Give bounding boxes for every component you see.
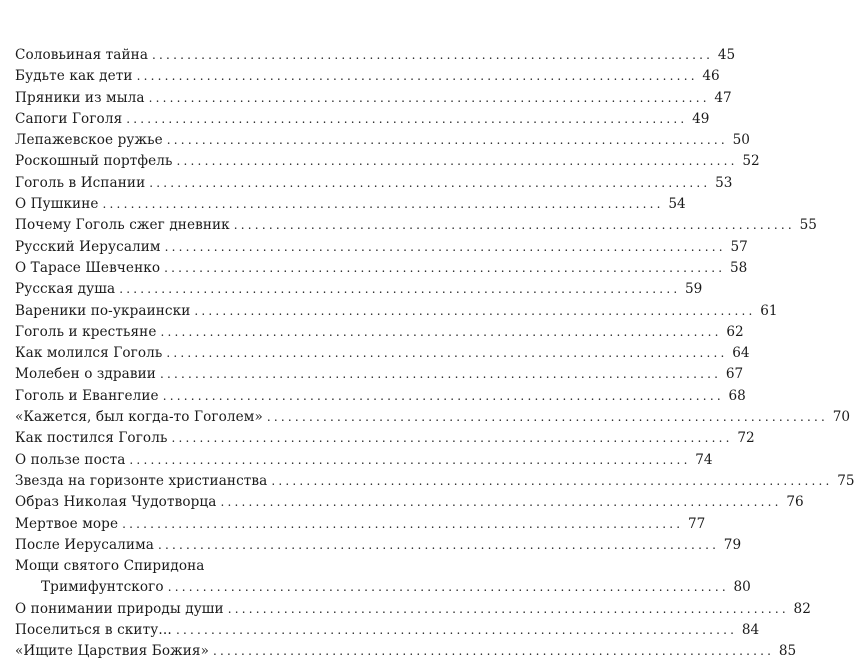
toc-entry[interactable] <box>15 66 720 87</box>
toc-title: Будьте как дети <box>15 68 133 85</box>
toc-entry[interactable] <box>15 45 736 66</box>
toc-page-number: 59 <box>685 281 703 298</box>
toc-entry[interactable] <box>15 386 746 407</box>
toc-leader-dots: ................................................................................ <box>129 452 691 467</box>
toc-leader-dots: ................................................................................ <box>162 388 724 403</box>
toc-entry[interactable] <box>15 364 744 385</box>
toc-entry[interactable] <box>15 237 748 258</box>
toc-page-number: 49 <box>692 110 710 127</box>
toc-title: Молебен о здравии <box>15 366 156 383</box>
toc-entry[interactable] <box>15 322 744 343</box>
toc-entry[interactable] <box>15 556 393 577</box>
toc-title: Как постился Гоголь <box>15 430 168 447</box>
toc-leader-dots: ................................................................................ <box>164 260 726 275</box>
toc-page-number: 76 <box>786 494 804 511</box>
toc-entry[interactable] <box>15 173 733 194</box>
toc-page-number: 46 <box>702 68 720 85</box>
toc-page-number: 72 <box>737 430 755 447</box>
toc-leader-dots: ................................................................................ <box>167 580 729 595</box>
toc-leader-dots: ................................................................................ <box>220 495 782 510</box>
toc-page-number: 70 <box>832 409 851 426</box>
toc-leader-dots: ................................................................................ <box>102 197 664 212</box>
toc-title: О пользе поста <box>15 451 126 468</box>
toc-title: Русская душа <box>15 281 116 298</box>
toc-title: Поселиться в скиту… <box>15 622 172 639</box>
toc-entry-continuation[interactable] <box>15 577 751 598</box>
toc-title: Сапоги Гоголя <box>15 110 123 127</box>
toc-entry[interactable] <box>15 450 713 471</box>
toc-page-number: 77 <box>687 515 706 532</box>
toc-entry[interactable] <box>15 88 732 109</box>
toc-leader-dots: ................................................................................ <box>126 111 688 126</box>
toc-page-number: 55 <box>799 217 817 234</box>
toc-leader-dots: ................................................................................ <box>157 537 720 552</box>
toc-title: Тримифунтского <box>41 579 164 596</box>
toc-entry[interactable] <box>15 151 760 172</box>
toc-title: О Пушкине <box>15 196 99 213</box>
toc-page-number: 74 <box>695 451 713 468</box>
toc-entry[interactable] <box>15 535 742 556</box>
toc-leader-dots: ................................................................................ <box>164 239 726 254</box>
toc-leader-dots: ................................................................................ <box>160 324 722 339</box>
toc-page-number: 45 <box>717 47 736 63</box>
toc-leader-dots: ................................................................................ <box>149 175 711 190</box>
toc-leader-dots: ................................................................................ <box>213 644 775 659</box>
toc-leader-dots: ................................................................................ <box>148 90 710 105</box>
toc-page-number: 47 <box>714 89 732 106</box>
toc-title: О Тарасе Шевченко <box>15 259 161 276</box>
toc-page-number: 79 <box>723 536 742 553</box>
toc-page-number: 50 <box>732 132 750 149</box>
toc-title: Лепажевское ружье <box>15 132 163 149</box>
toc-entry[interactable] <box>15 343 750 364</box>
toc-page-number: 52 <box>742 153 760 170</box>
table-of-contents <box>15 45 855 663</box>
toc-leader-dots: ................................................................................ <box>175 623 738 638</box>
toc-title: Как молился Гоголь <box>15 345 163 362</box>
toc-entry[interactable] <box>15 492 804 513</box>
toc-title: Пряники из мыла <box>15 89 145 106</box>
toc-entry[interactable] <box>15 599 811 620</box>
toc-title: Вареники по-украински <box>15 302 191 319</box>
toc-title: «Кажется, был когда-то Гоголем» <box>15 409 263 426</box>
toc-title: Роскошный портфель <box>15 153 173 170</box>
toc-leader-dots: ................................................................................ <box>227 601 789 616</box>
toc-entry[interactable] <box>15 258 748 279</box>
toc-leader-dots: ................................................................................ <box>171 431 733 446</box>
toc-entry[interactable] <box>15 471 855 492</box>
toc-page-number: 67 <box>725 366 744 383</box>
toc-title: Образ Николая Чудотворца <box>15 494 217 511</box>
toc-entry[interactable] <box>15 428 755 449</box>
toc-title: Гоголь и крестьяне <box>15 323 157 340</box>
toc-leader-dots: ................................................................................ <box>166 133 728 148</box>
toc-entry[interactable] <box>15 215 817 236</box>
toc-entry[interactable] <box>15 279 703 300</box>
toc-page-number: 68 <box>728 387 746 404</box>
toc-leader-dots: ................................................................................ <box>152 48 714 62</box>
toc-entry[interactable] <box>15 130 750 151</box>
toc-page-number: 62 <box>726 323 744 340</box>
toc-title: Гоголь в Испании <box>15 174 146 191</box>
toc-page-number: 54 <box>668 196 686 213</box>
toc-page-number: 84 <box>741 622 760 639</box>
toc-leader-dots: ................................................................................ <box>166 346 728 361</box>
toc-title: После Иерусалима <box>15 536 154 553</box>
toc-leader-dots: ................................................................................ <box>159 367 722 382</box>
toc-page-number: 75 <box>837 472 855 489</box>
toc-leader-dots: ................................................................................ <box>136 69 698 84</box>
toc-page-number: 57 <box>730 238 748 255</box>
toc-title: Звезда на горизонте христианства <box>15 472 268 489</box>
toc-page-number: 53 <box>715 174 733 191</box>
toc-title: Мертвое море <box>15 515 119 532</box>
toc-title: Русский Иерусалим <box>15 238 161 255</box>
toc-title: Гоголь и Евангелие <box>15 387 159 404</box>
toc-entry[interactable] <box>15 620 760 641</box>
toc-page-number: 82 <box>793 600 811 617</box>
toc-leader-dots: ................................................................................ <box>266 410 829 425</box>
toc-page-number: 85 <box>778 643 797 660</box>
toc-leader-dots: ................................................................................ <box>271 473 833 488</box>
toc-entry[interactable] <box>15 194 686 215</box>
toc-title: О понимании природы души <box>15 600 224 617</box>
toc-leader-dots: ................................................................................ <box>194 303 756 318</box>
toc-title: Почему Гоголь сжег дневник <box>15 217 230 234</box>
toc-entry[interactable] <box>15 301 778 322</box>
toc-entry[interactable] <box>15 109 710 130</box>
toc-entry[interactable] <box>15 514 706 535</box>
toc-entry[interactable] <box>15 407 851 428</box>
toc-page-number: 58 <box>729 259 748 276</box>
toc-title: Мощи святого Спиридона <box>15 558 205 575</box>
toc-title: «Ищите Царствия Божия» <box>15 643 209 660</box>
toc-title: Соловьиная тайна <box>15 47 149 63</box>
toc-page-number: 80 <box>733 579 751 596</box>
toc-leader-dots: ................................................................................ <box>122 516 684 531</box>
toc-leader-dots: ................................................................................ <box>119 282 681 297</box>
toc-leader-dots: ................................................................................ <box>233 218 795 233</box>
toc-page-number: 64 <box>732 345 750 362</box>
toc-page-number: 61 <box>760 302 778 319</box>
toc-leader-dots: ................................................................................ <box>176 154 738 169</box>
toc-entry[interactable] <box>15 641 797 662</box>
